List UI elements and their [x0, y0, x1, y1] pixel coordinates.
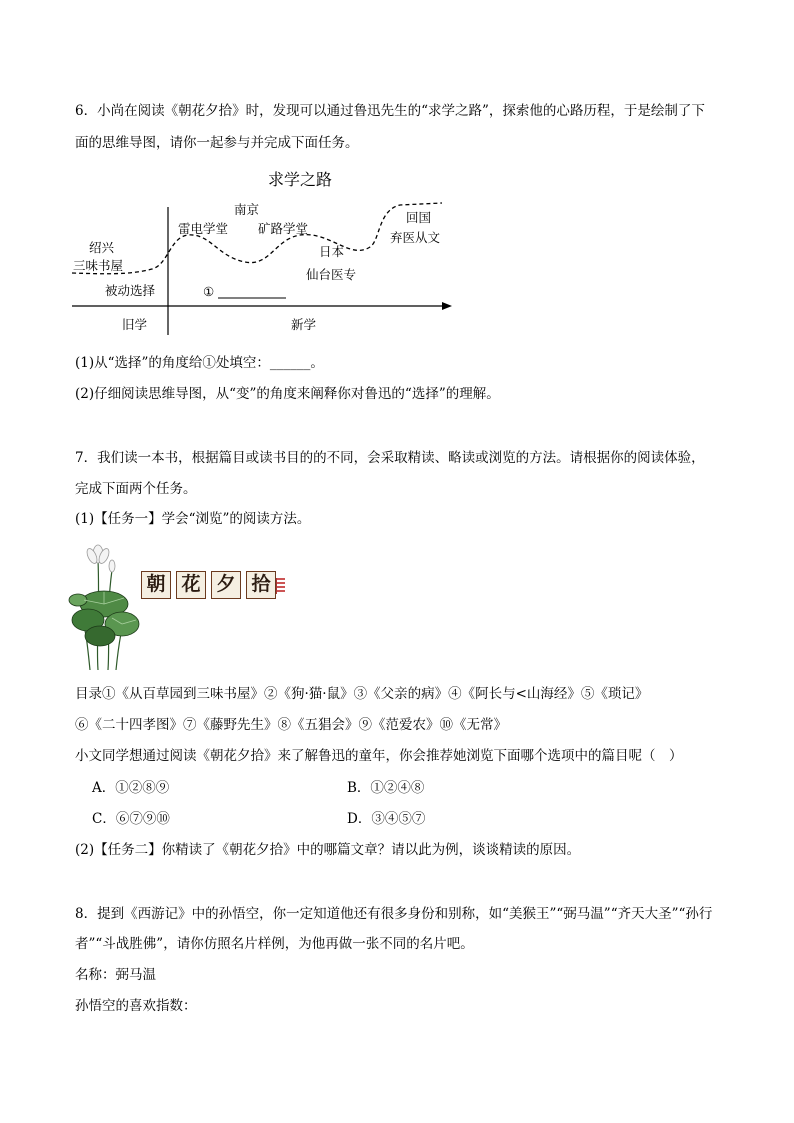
book-title-char-1: 朝: [141, 571, 171, 599]
label-sanwei: 三味书屋: [73, 258, 124, 273]
study-path-mind-map: [60, 165, 460, 345]
diagram-title: 求学之路: [268, 170, 333, 189]
q7-text-line1: 7．我们读一本书，根据篇目或读书目的的不同，会采取精读、略读或浏览的方法。请根据你的阅读体验，: [75, 450, 705, 466]
label-old: 旧学: [122, 317, 148, 332]
option-c[interactable]: C．⑥⑦⑨⑩: [92, 811, 170, 827]
label-qiyi: 弃医从文: [390, 230, 441, 245]
q8-card-name: 名称：弼马温: [75, 967, 156, 983]
book-title-char-4: 拾: [246, 571, 276, 599]
label-circle1: ①: [203, 284, 215, 299]
axis-arrow-icon: [442, 302, 452, 310]
q8-text-line2: 者”“斗战胜佛”，请你仿照名片样例，为他再做一张不同的名片吧。: [75, 936, 474, 952]
q7-task1: (1)【任务一】学会“浏览”的阅读方法。: [75, 511, 311, 527]
book-title-char-3: 夕: [211, 571, 241, 599]
q6-sub1: (1)从“选择”的角度给①处填空：______。: [75, 355, 324, 371]
label-shaoxing: 绍兴: [89, 240, 115, 255]
book-title-char-2: 花: [176, 571, 206, 599]
q7-question: 小文同学想通过阅读《朝花夕拾》来了解鲁迅的童年，你会推荐她浏览下面哪个选项中的篇目呢（ ）: [75, 748, 683, 764]
option-a[interactable]: A．①②⑧⑨: [92, 780, 170, 796]
option-b[interactable]: B．①②④⑧: [347, 780, 425, 796]
label-beidong: 被动选择: [105, 283, 156, 298]
q8-fondness-index: 孙悟空的喜欢指数：: [75, 998, 197, 1014]
q6-sub2: (2)仔细阅读思维导图，从“变”的角度来阐释你对鲁迅的“选择”的理解。: [75, 386, 500, 402]
label-huiguo: 回国: [406, 210, 432, 225]
lotus-illustration: [68, 540, 290, 670]
q8-text-line1: 8．提到《西游记》中的孙悟空，你一定知道他还有很多身份和别称，如“美猴王”“弼马温”“齐天大圣”“孙行: [75, 906, 713, 922]
option-d[interactable]: D．③④⑤⑦: [347, 811, 426, 827]
decorative-stripes: [276, 578, 285, 594]
q7-task2: (2)【任务二】你精读了《朝花夕拾》中的哪篇文章？请以此为例，谈谈精读的原因。: [75, 842, 581, 858]
label-nanjing: 南京: [234, 202, 260, 217]
label-new: 新学: [291, 317, 317, 332]
q7-toc-line1: 目录①《从百草园到三味书屋》②《狗·猫·鼠》③《父亲的病》④《阿长与<山海经》⑤《琐记》: [75, 686, 649, 702]
label-xiantai: 仙台医专: [306, 267, 357, 282]
q6-text-line2: 面的思维导图，请你一起参与并完成下面任务。: [75, 135, 359, 151]
q6-text-line1: 6．小尚在阅读《朝花夕拾》时，发现可以通过鲁迅先生的“求学之路”，探索他的心路历程，于是绘制了下: [75, 103, 705, 119]
label-leidian: 雷电学堂: [178, 221, 229, 236]
q7-text-line2: 完成下面两个任务。: [75, 481, 197, 497]
label-kuanglu: 矿路学堂: [258, 221, 309, 236]
label-riben: 日本: [319, 244, 345, 259]
q7-toc-line2: ⑥《二十四孝图》⑦《藤野先生》⑧《五猖会》⑨《范爱农》⑩《无常》: [75, 717, 507, 733]
